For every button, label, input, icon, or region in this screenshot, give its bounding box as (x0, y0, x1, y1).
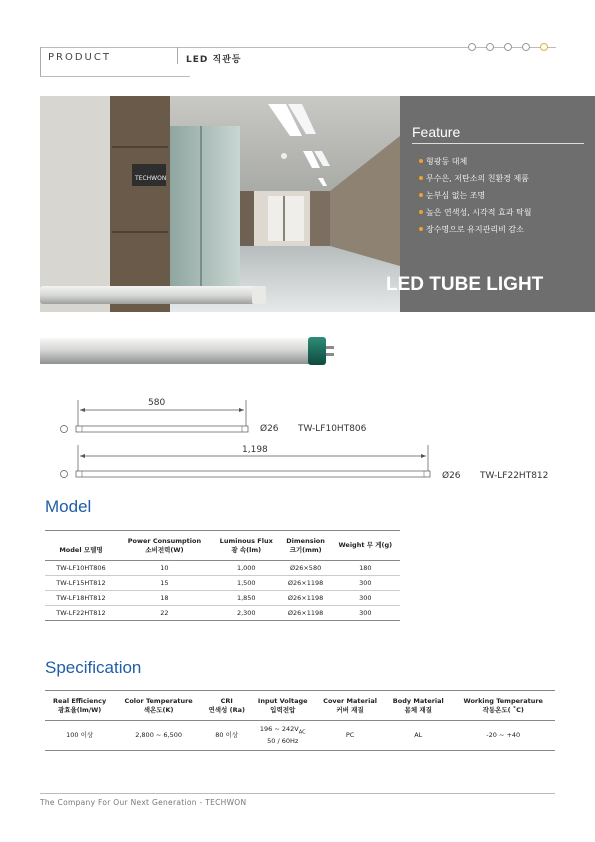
cell: TW-LF15HT812 (45, 576, 117, 591)
feature-item: 형광등 대체 (426, 153, 531, 170)
dot-icon (468, 43, 476, 51)
dot-icon (504, 43, 512, 51)
cell: 80 이상 (203, 721, 250, 751)
header-en: Dimension (286, 536, 325, 545)
techwon-sign: TECHWON (135, 175, 167, 182)
feature-item: 눈부심 없는 조명 (426, 187, 531, 204)
feature-rule (412, 143, 584, 144)
header-ko: 입력전압 (270, 705, 296, 714)
cell: TW-LF22HT812 (45, 606, 117, 621)
header-en: Color Temperature (124, 696, 193, 705)
cell: TW-LF10HT806 (45, 561, 117, 576)
short-diameter-label: Ø26 (260, 424, 279, 434)
header-left-divider (40, 47, 41, 76)
col-cri (203, 691, 250, 721)
corridor-photo (40, 96, 400, 312)
voltage-range: 196 ~ 242V (259, 725, 299, 734)
feature-item: 높은 연색성, 시각적 효과 탁월 (426, 204, 531, 221)
spec-title: Specification (45, 658, 142, 677)
header-ko: 광 속(lm) (231, 545, 262, 554)
col-flux (212, 531, 281, 561)
short-length-label: 580 (148, 398, 166, 408)
header-en: Cover Material (323, 696, 377, 705)
header-ko: 작동온도( ˚C) (482, 705, 524, 714)
footer-rule (40, 793, 555, 794)
cell: PC (315, 721, 385, 751)
product-title: LED TUBE LIGHT (386, 274, 544, 295)
header-en: Real Efficiency (53, 696, 107, 705)
col-power (117, 531, 212, 561)
header-en: Input Voltage (257, 696, 308, 705)
cell: 180 (331, 561, 400, 576)
header-ko: Weight 무 게(g) (338, 541, 393, 550)
cell: -20 ~ +40 (451, 721, 555, 751)
cell: 1,850 (212, 591, 281, 606)
col-weight (331, 531, 400, 561)
spec-table (45, 690, 555, 751)
feature-item: 무수은, 저탄소의 친환경 제품 (426, 170, 531, 187)
header-mid-divider (177, 47, 178, 64)
col-voltage (250, 691, 315, 721)
long-model-label: TW-LF22HT812 (480, 471, 549, 481)
header-ko: 크기(mm) (289, 545, 322, 554)
dot-icon (486, 43, 494, 51)
col-dimension (281, 531, 331, 561)
decorative-dots (466, 42, 566, 54)
cell: Ø26×1198 (281, 606, 331, 621)
header-ko: 색온도(K) (143, 705, 174, 714)
header-ko: Model 모델명 (59, 545, 103, 554)
voltage-freq: 50 / 60Hz (267, 736, 299, 745)
model-table (45, 530, 400, 621)
header-ko: 광효율(lm/W) (57, 705, 102, 714)
col-color-temp (114, 691, 203, 721)
short-model-label: TW-LF10HT806 (298, 424, 367, 434)
cell: 18 (117, 591, 212, 606)
led-tube-photo (40, 332, 340, 370)
table-header-row (45, 691, 555, 721)
cell: Ø26×580 (281, 561, 331, 576)
category-label: LED 직관등 (186, 55, 242, 65)
col-efficiency (45, 691, 114, 721)
header-en: Working Temperature (463, 696, 543, 705)
table-row (45, 561, 400, 576)
header-bottom-rule (40, 76, 190, 77)
header-en: Power Consumption (127, 536, 202, 545)
col-body (385, 691, 451, 721)
header-en: CRI (220, 696, 233, 705)
cell: Ø26×1198 (281, 591, 331, 606)
table-row (45, 576, 400, 591)
long-diameter-label: Ø26 (442, 471, 461, 481)
col-working-temp (451, 691, 555, 721)
table-row (45, 721, 555, 751)
cell: 100 이상 (45, 721, 114, 751)
cell: AL (385, 721, 451, 751)
header-ko: 커버 재질 (336, 705, 364, 714)
table-row (45, 606, 400, 621)
model-title: Model (45, 497, 92, 516)
cell: 300 (331, 576, 400, 591)
footer-text: The Company For Our Next Generation - TECHWON (40, 798, 247, 807)
cell: 1,000 (212, 561, 281, 576)
header-en: Body Material (392, 696, 444, 705)
cell (250, 721, 315, 751)
cell: 2,300 (212, 606, 281, 621)
long-length-label: 1,198 (242, 445, 268, 455)
cell: TW-LF18HT812 (45, 591, 117, 606)
sparkle-dot-icon (540, 43, 548, 51)
header-ko: 소비전력(W) (145, 545, 184, 554)
cell: 15 (117, 576, 212, 591)
header-ko: 몸체 재질 (404, 705, 432, 714)
col-cover (315, 691, 385, 721)
product-label: PRODUCT (48, 52, 111, 63)
cell: Ø26×1198 (281, 576, 331, 591)
table-row (45, 591, 400, 606)
cell: 10 (117, 561, 212, 576)
col-model (45, 531, 117, 561)
feature-title: Feature (412, 124, 461, 140)
feature-list (426, 153, 531, 238)
feature-item: 장수명으로 유지관리비 감소 (426, 221, 531, 238)
cell: 2,800 ~ 6,500 (114, 721, 203, 751)
header-en: Luminous Flux (219, 536, 273, 545)
cell: 1,500 (212, 576, 281, 591)
table-header-row (45, 531, 400, 561)
header-ko: 연색성 (Ra) (208, 705, 245, 714)
cell: 300 (331, 606, 400, 621)
dot-icon (522, 43, 530, 51)
voltage-ac: AC (298, 729, 306, 736)
cell: 22 (117, 606, 212, 621)
dimension-drawing (0, 390, 595, 490)
cell: 300 (331, 591, 400, 606)
